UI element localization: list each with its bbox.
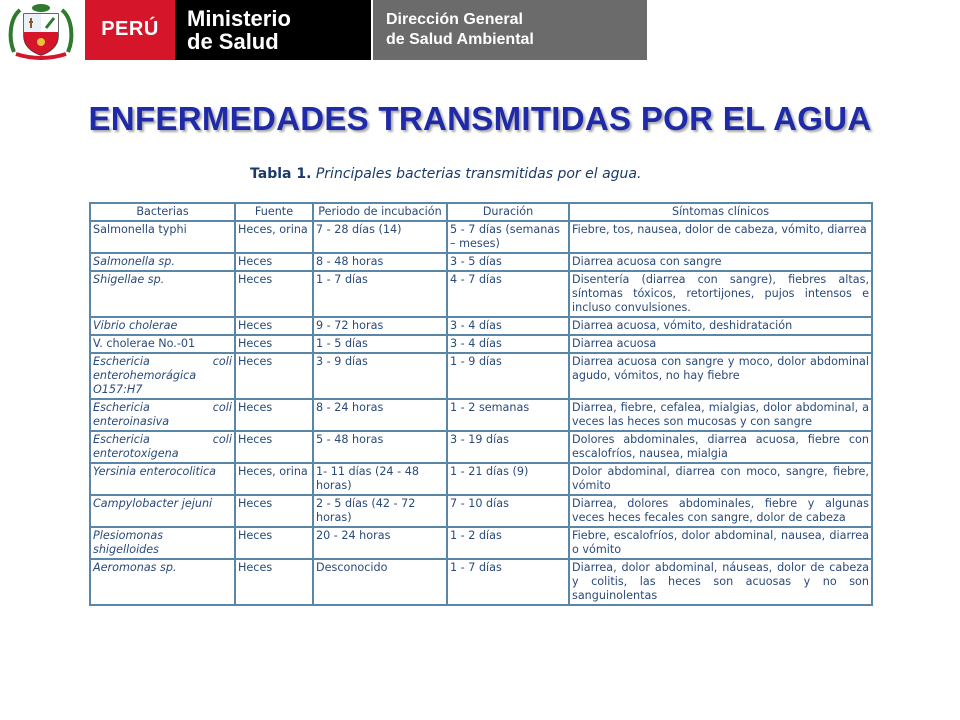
source-cell: Heces <box>235 271 313 317</box>
column-header: Fuente <box>235 203 313 221</box>
column-header: Periodo de incubación <box>313 203 447 221</box>
duration-cell: 1 - 2 semanas <box>447 399 569 431</box>
column-header: Duración <box>447 203 569 221</box>
incubation-cell: 1 - 7 días <box>313 271 447 317</box>
symptoms-cell: Diarrea acuosa con sangre <box>569 253 872 271</box>
table-header-row <box>90 203 872 221</box>
symptoms-cell: Diarrea, dolor abdominal, náuseas, dolor de cabeza y colitis, las heces son acuosas y no son sanguinolentas <box>569 559 872 605</box>
duration-cell: 4 - 7 días <box>447 271 569 317</box>
source-cell: Heces <box>235 335 313 353</box>
table-row <box>90 495 872 527</box>
incubation-cell: 5 - 48 horas <box>313 431 447 463</box>
duration-cell: 1 - 9 días <box>447 353 569 399</box>
incubation-cell: 7 - 28 días (14) <box>313 221 447 253</box>
duration-cell: 3 - 4 días <box>447 335 569 353</box>
duration-cell: 1 - 21 días (9) <box>447 463 569 495</box>
table-row <box>90 431 872 463</box>
symptoms-cell: Diarrea, fiebre, cefalea, mialgias, dolor abdominal, a veces las heces son mucosas y con sangre <box>569 399 872 431</box>
column-header: Síntomas clínicos <box>569 203 872 221</box>
duration-cell: 3 - 5 días <box>447 253 569 271</box>
symptoms-cell: Diarrea acuosa <box>569 335 872 353</box>
symptoms-cell: Fiebre, tos, nausea, dolor de cabeza, vómito, diarrea <box>569 221 872 253</box>
duration-cell: 5 - 7 días (semanas – meses) <box>447 221 569 253</box>
ministry-logo-box <box>175 0 371 60</box>
caption-text: Principales bacterias transmitidas por el agua. <box>315 166 642 182</box>
symptoms-cell: Diarrea acuosa, vómito, deshidratación <box>569 317 872 335</box>
table-row <box>90 399 872 431</box>
bacteria-table-container <box>89 202 871 606</box>
symptoms-cell: Diarrea, dolores abdominales, fiebre y algunas veces heces fecales con sangre, dolor de cabeza <box>569 495 872 527</box>
symptoms-cell: Diarrea acuosa con sangre y moco, dolor abdominal agudo, vómitos, no hay fiebre <box>569 353 872 399</box>
source-cell: Heces <box>235 559 313 605</box>
bacteria-cell: Eschericia coli enterotoxigena <box>90 431 235 463</box>
source-cell: Heces <box>235 317 313 335</box>
bacteria-table <box>89 202 873 606</box>
symptoms-cell: Disentería (diarrea con sangre), fiebres altas, síntomas tóxicos, retortijones, pujos intensos e incluso convulsiones. <box>569 271 872 317</box>
ministry-line-2: de Salud <box>187 29 279 54</box>
bacteria-cell: Eschericia coli enteroinasiva <box>90 399 235 431</box>
table-row <box>90 317 872 335</box>
source-cell: Heces <box>235 527 313 559</box>
duration-cell: 1 - 2 días <box>447 527 569 559</box>
incubation-cell: 1- 11 días (24 - 48 horas) <box>313 463 447 495</box>
source-cell: Heces, orina <box>235 463 313 495</box>
directorate-logo-box <box>373 0 647 60</box>
symptoms-cell: Dolor abdominal, diarrea con moco, sangre, fiebre, vómito <box>569 463 872 495</box>
bacteria-cell: V. cholerae No.-01 <box>90 335 235 353</box>
directorate-name <box>386 10 534 50</box>
table-row <box>90 527 872 559</box>
symptoms-cell: Dolores abdominales, diarrea acuosa, fiebre con escalofríos, nausea, mialgia <box>569 431 872 463</box>
duration-cell: 7 - 10 días <box>447 495 569 527</box>
incubation-cell: 9 - 72 horas <box>313 317 447 335</box>
table-caption <box>250 166 641 182</box>
symptoms-cell: Fiebre, escalofríos, dolor abdominal, nausea, diarrea o vómito <box>569 527 872 559</box>
table-row <box>90 335 872 353</box>
ministry-line-1: Ministerio <box>187 6 291 31</box>
duration-cell: 3 - 19 días <box>447 431 569 463</box>
incubation-cell: 8 - 24 horas <box>313 399 447 431</box>
bacteria-cell: Aeromonas sp. <box>90 559 235 605</box>
column-header: Bacterias <box>90 203 235 221</box>
source-cell: Heces <box>235 253 313 271</box>
country-label: PERÚ <box>101 18 159 40</box>
bacteria-cell: Salmonella typhi <box>90 221 235 253</box>
table-row <box>90 353 872 399</box>
duration-cell: 1 - 7 días <box>447 559 569 605</box>
page-title: ENFERMEDADES TRANSMITIDAS POR EL AGUA <box>88 100 872 137</box>
table-row <box>90 463 872 495</box>
incubation-cell: 3 - 9 días <box>313 353 447 399</box>
caption-label: Tabla 1. <box>250 166 312 182</box>
bacteria-cell: Campylobacter jejuni <box>90 495 235 527</box>
bacteria-cell: Eschericia coli enterohemorágica O157:H7 <box>90 353 235 399</box>
bacteria-cell: Vibrio cholerae <box>90 317 235 335</box>
incubation-cell: 20 - 24 horas <box>313 527 447 559</box>
directorate-line-1: Dirección General <box>386 11 523 28</box>
incubation-cell: Desconocido <box>313 559 447 605</box>
duration-cell: 3 - 4 días <box>447 317 569 335</box>
bacteria-cell: Shigellae sp. <box>90 271 235 317</box>
incubation-cell: 8 - 48 horas <box>313 253 447 271</box>
source-cell: Heces <box>235 353 313 399</box>
coat-of-arms-icon <box>6 2 76 60</box>
source-cell: Heces <box>235 399 313 431</box>
table-body <box>90 221 872 605</box>
incubation-cell: 2 - 5 días (42 - 72 horas) <box>313 495 447 527</box>
source-cell: Heces <box>235 431 313 463</box>
source-cell: Heces, orina <box>235 221 313 253</box>
ministry-name <box>187 7 291 53</box>
bacteria-cell: Salmonella sp. <box>90 253 235 271</box>
peru-logo-box <box>85 0 175 60</box>
incubation-cell: 1 - 5 días <box>313 335 447 353</box>
table-row <box>90 271 872 317</box>
header-banner <box>0 0 647 60</box>
source-cell: Heces <box>235 495 313 527</box>
directorate-line-2: de Salud Ambiental <box>386 31 534 48</box>
table-row <box>90 253 872 271</box>
bacteria-cell: Plesiomonas shigelloides <box>90 527 235 559</box>
bacteria-cell: Yersinia enterocolitica <box>90 463 235 495</box>
table-row <box>90 221 872 253</box>
table-row <box>90 559 872 605</box>
